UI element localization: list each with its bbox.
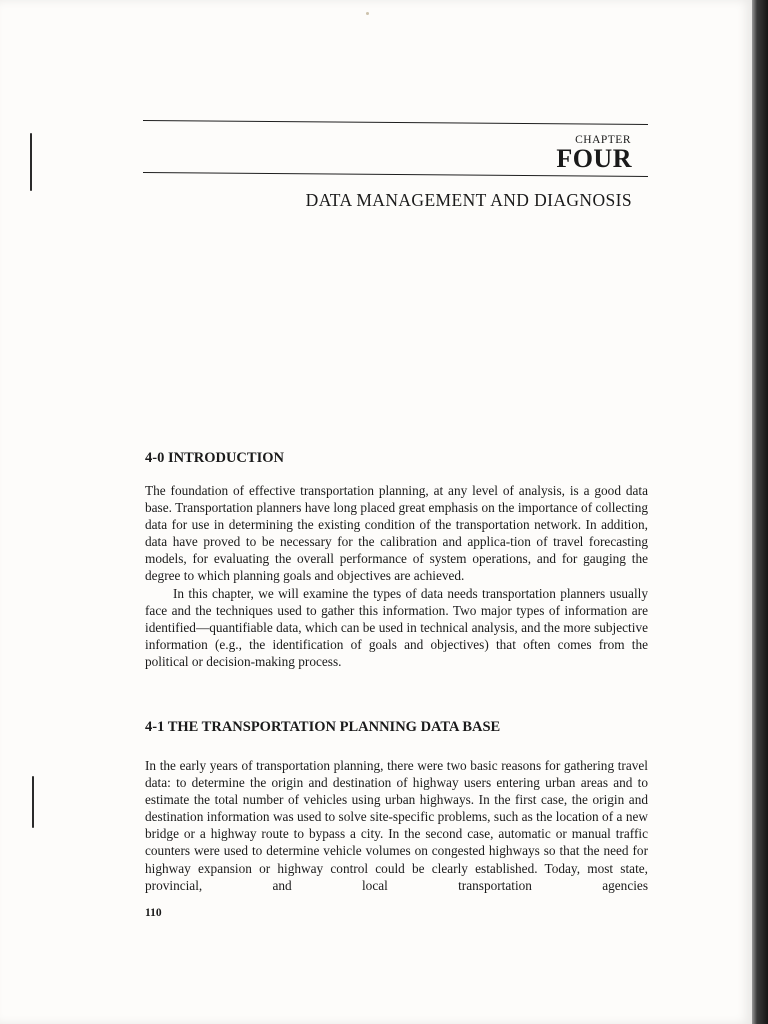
section-heading: 4-0 INTRODUCTION	[145, 450, 284, 466]
section-body	[145, 757, 648, 894]
paragraph: The foundation of effective transportation planning, at any level of analysis, is a good data base. Transportation planners have long placed great emphasis on the importance of collecting data for use in determining the existing condition of the transportation network. In addition, data have proved to be necessary for the calibration and applica-tion of travel forecasting models, for evaluating the overall performance of system operations, and for gauging the degree to which planning goals and objectives are achieved.	[145, 483, 648, 584]
scan-edge-shadow	[752, 0, 768, 1024]
chapter-label: CHAPTER	[575, 134, 631, 146]
section-heading: 4-1 THE TRANSPORTATION PLANNING DATA BASE	[145, 719, 501, 735]
chapter-title: DATA MANAGEMENT AND DIAGNOSIS	[305, 190, 632, 210]
paragraph: In the early years of transportation planning, there were two basic reasons for gathering travel data: to determine the origin and destination of highway users entering urban areas and to estimate the total number of vehicles using urban highways. In the first case, the origin and destination information was used to solve site-specific problems, such as the location of a new bridge or a highway route to bypass a city. In the second case, automatic or manual traffic counters were used to determine vehicle volumes on congested highways so that the need for highway expansion or highway control could be clearly established. Today, most state, provincial, and local transportation agencies	[145, 758, 648, 893]
page-number: 110	[145, 907, 162, 919]
paper-speck	[366, 12, 369, 15]
paragraph: In this chapter, we will examine the types of data needs transportation planners usually face and the techniques used to gather this information. Two major types of information are identified—quantifiable data, which can be used in technical analysis, and the more subjective information (e.g., the identification of goals and objectives) that often comes from the political or decision-making process.	[145, 585, 648, 669]
section-body	[145, 482, 648, 670]
chapter-number: FOUR	[556, 144, 632, 173]
margin-mark	[30, 133, 32, 191]
chapter-rule-top	[143, 120, 648, 125]
margin-mark	[32, 776, 34, 828]
